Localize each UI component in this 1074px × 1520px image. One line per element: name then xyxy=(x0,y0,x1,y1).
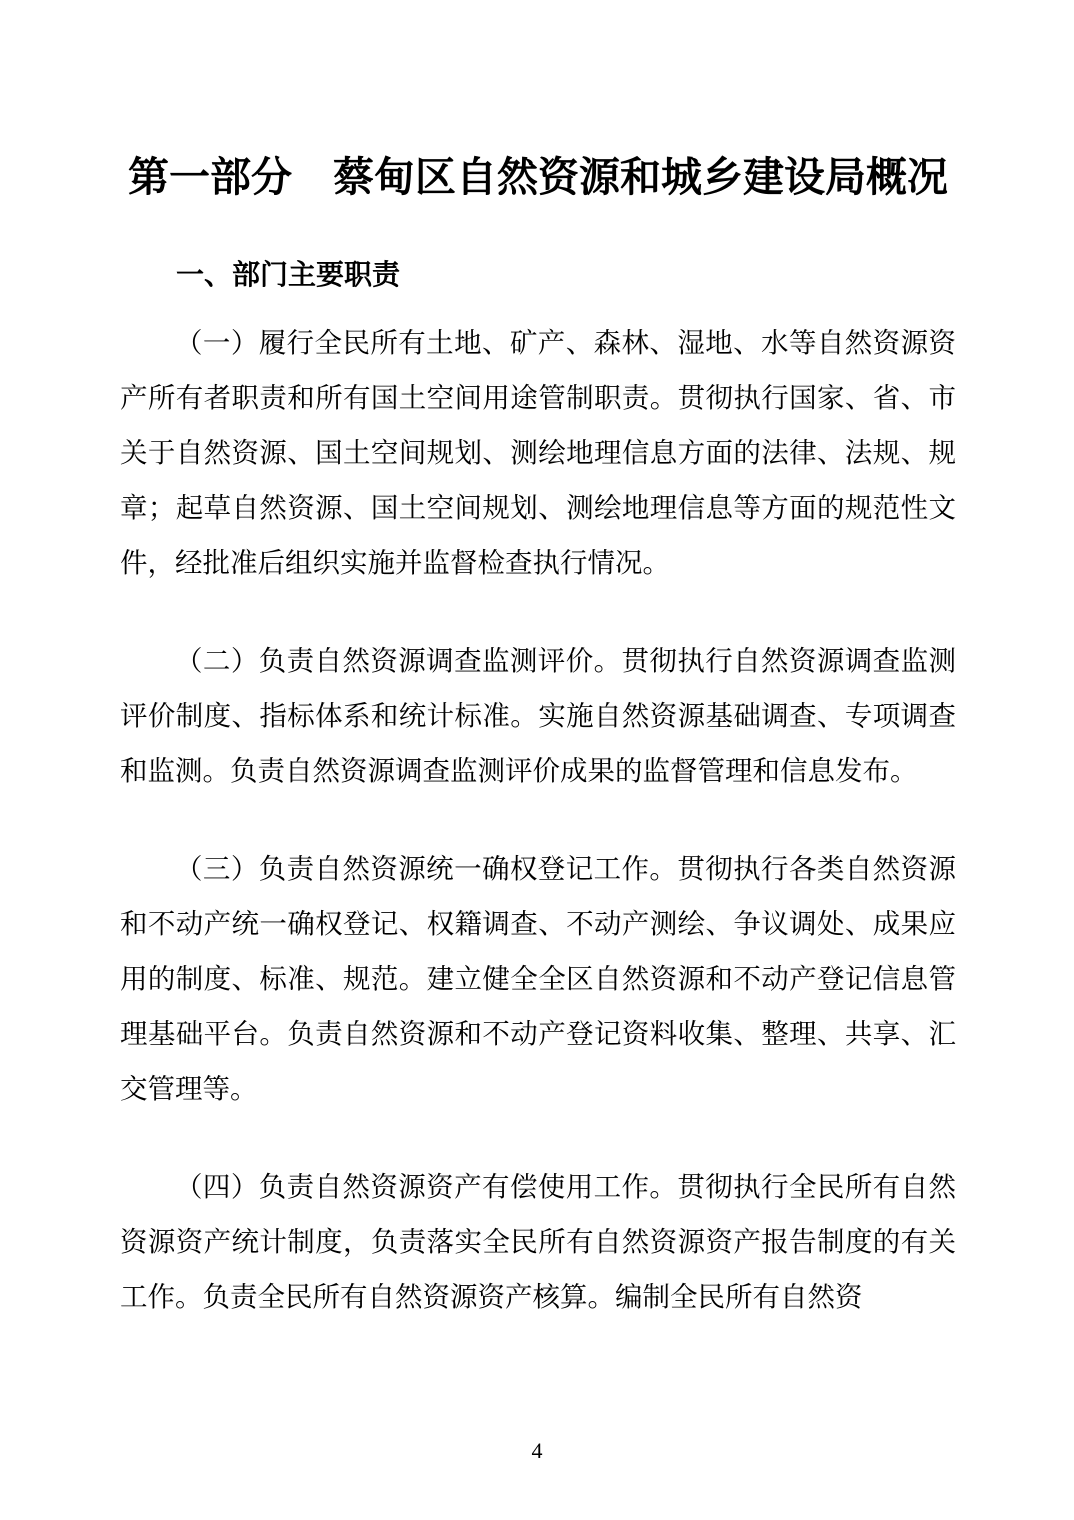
paragraph-duty-2: （二）负责自然资源调查监测评价。贯彻执行自然资源调查监测评价制度、指标体系和统计标准。实施自然资源基础调查、专项调查和监测。负责自然资源调查监测评价成果的监督管理和信息发布。 xyxy=(120,645,956,786)
paragraph-duty-1: （一）履行全民所有土地、矿产、森林、湿地、水等自然资源资产所有者职责和所有国土空间用途管制职责。贯彻执行国家、省、市关于自然资源、国土空间规划、测绘地理信息方面的法律、法规、规章；起草自然资源、国土空间规划、测绘地理信息等方面的规范性文件，经批准后组织实施并监督检查执行情况。 xyxy=(120,327,956,578)
paragraph-duty-4: （四）负责自然资源资产有偿使用工作。贯彻执行全民所有自然资源资产统计制度，负责落实全民所有自然资源资产报告制度的有关工作。负责全民所有自然资源资产核算。编制全民所有自然资 xyxy=(120,1171,956,1312)
section-heading: 一、部门主要职责 xyxy=(176,259,401,290)
paragraph-duty-3: （三）负责自然资源统一确权登记工作。贯彻执行各类自然资源和不动产统一确权登记、权籍调查、不动产测绘、争议调处、成果应用的制度、标准、规范。建立健全全区自然资源和不动产登记信息管理基础平台。负责自然资源和不动产登记资料收集、整理、共享、汇交管理等。 xyxy=(120,853,956,1104)
page-title: 第一部分 蔡甸区自然资源和城乡建设局概况 xyxy=(128,154,948,200)
page-number: 4 xyxy=(531,1438,543,1463)
